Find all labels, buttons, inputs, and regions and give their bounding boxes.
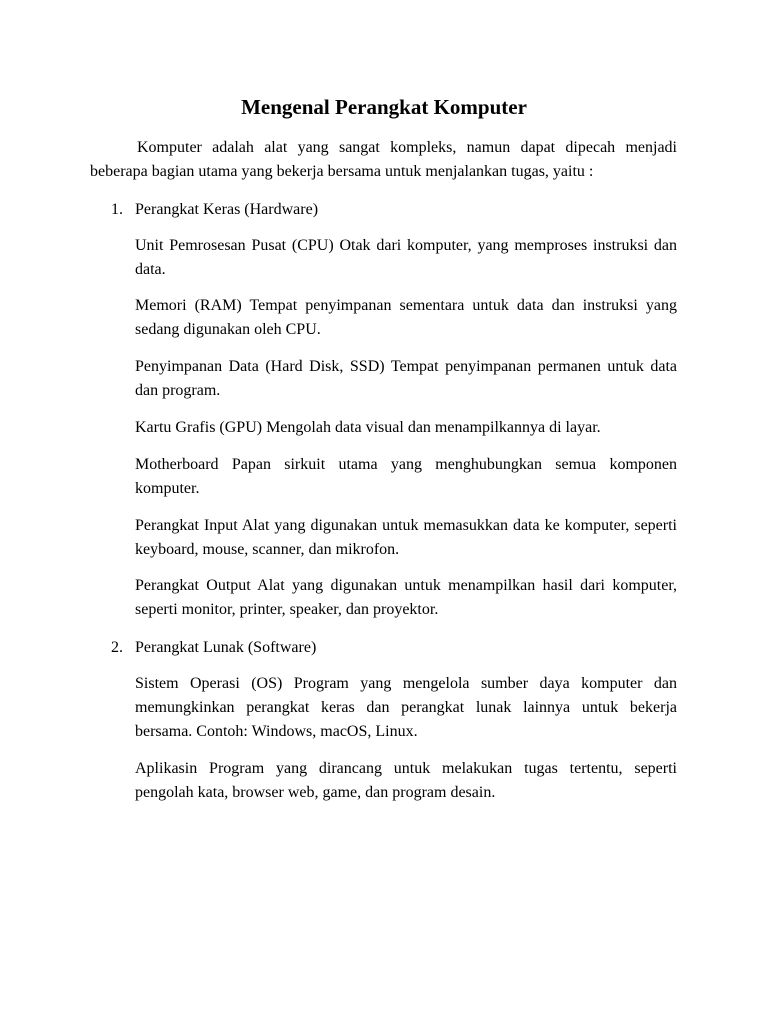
page-title: Mengenal Perangkat Komputer	[241, 95, 527, 119]
software-item-applications: Aplikasin Program yang dirancang untuk melakukan tugas tertentu, seperti pengolah kata, browser web, game, dan program desain.	[135, 760, 677, 801]
hardware-item-storage: Penyimpanan Data (Hard Disk, SSD) Tempat penyimpanan permanen untuk data dan program.	[135, 358, 677, 399]
section-number: 2.	[111, 639, 123, 656]
section-heading-label: Perangkat Lunak (Software)	[135, 639, 317, 656]
hardware-item-motherboard: Motherboard Papan sirkuit utama yang menghubungkan semua komponen komputer.	[135, 456, 677, 497]
intro-paragraph: Komputer adalah alat yang sangat kompleks, namun dapat dipecah menjadi beberapa bagian utama yang bekerja bersama untuk menjalankan tugas, yaitu :	[90, 139, 677, 180]
hardware-item-input: Perangkat Input Alat yang digunakan untuk memasukkan data ke komputer, seperti keyboard, mouse, scanner, dan mikrofon.	[135, 517, 677, 558]
hardware-item-gpu: Kartu Grafis (GPU) Mengolah data visual dan menampilkannya di layar.	[135, 419, 601, 436]
hardware-item-output: Perangkat Output Alat yang digunakan untuk menampilkan hasil dari komputer, seperti monitor, printer, speaker, dan proyektor.	[135, 577, 677, 618]
section-heading-software	[111, 636, 677, 660]
hardware-item-cpu: Unit Pemrosesan Pusat (CPU) Otak dari komputer, yang memproses instruksi dan data.	[135, 237, 677, 278]
section-heading-label: Perangkat Keras (Hardware)	[135, 201, 319, 218]
hardware-item-ram: Memori (RAM) Tempat penyimpanan sementara untuk data dan instruksi yang sedang digunakan oleh CPU.	[135, 297, 677, 338]
section-number: 1.	[111, 201, 123, 218]
section-heading-hardware	[111, 198, 677, 222]
software-item-os: Sistem Operasi (OS) Program yang mengelola sumber daya komputer dan memungkinkan perangkat keras dan perangkat lunak lainnya untuk bekerja bersama. Contoh: Windows, macOS, Linux.	[135, 675, 677, 740]
